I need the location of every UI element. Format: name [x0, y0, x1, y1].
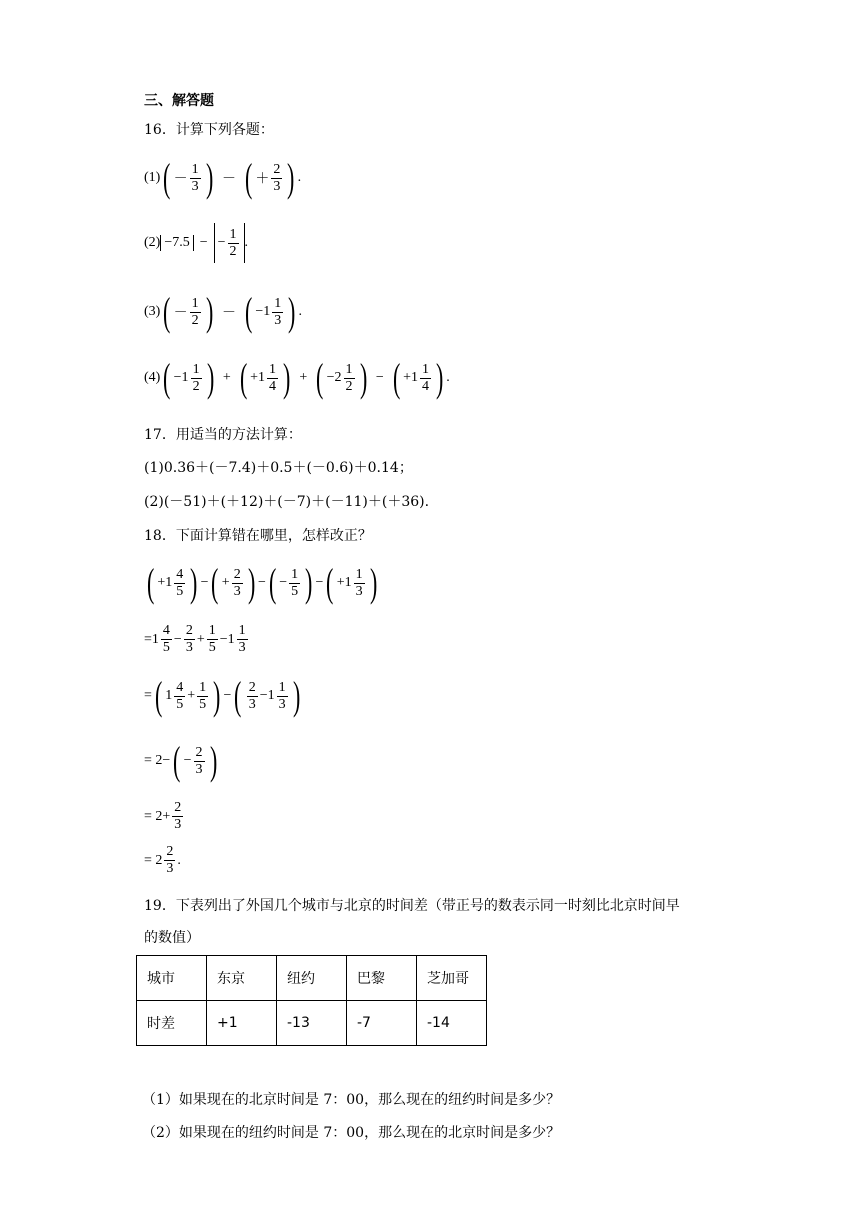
q17-part1: (1)0.36＋(－7.4)＋0.5＋(－0.6)＋0.14； [144, 460, 413, 476]
table-cell: 纽约 [277, 956, 347, 1001]
q17-part2: (2)(－51)＋(＋12)＋(－7)＋(－11)＋(＋36). [144, 494, 430, 510]
table-cell: 时差 [137, 1001, 207, 1046]
q18-step-3: = ( 1 $\frac{4}{5}$ + $\frac{1}{5}$ ) − ( $\frac{2}{3}$ −1 $\frac{1}{3}$ ) [144, 673, 300, 718]
table-header-row [137, 956, 487, 1001]
q17-stem: 17．用适当的方法计算： [144, 427, 302, 443]
table-cell: +1 [207, 1001, 277, 1046]
q18-step-6: = 2 $\frac{2}{3}$ . [144, 844, 181, 876]
table-cell: -7 [347, 1001, 417, 1046]
q19-sub2: （2）如果现在的纽约时间是 7：00，那么现在的北京时间是多少？ [142, 1125, 561, 1141]
table-cell: 东京 [207, 956, 277, 1001]
absolute-value: − $\frac{1}{2}$ [214, 223, 245, 263]
part-label: (2) [144, 235, 161, 250]
q19-stem-line1: 19．下表列出了外国几个城市与北京的时间差（带正号的数表示同一时刻比北京时间早 [144, 898, 680, 914]
q16-part2: (2) −7.5 − − $\frac{1}{2}$ . [144, 223, 248, 263]
q18-stem: 18．下面计算错在哪里，怎样改正？ [144, 528, 372, 544]
q16-part4: (4) ( −1 $\frac{1}{2}$ ) + ( +1 $\frac{1}{4}$ ) + ( −2 $\frac{1}{2}$ ) − ( +1 $\frac{1}{4}$ ) . [144, 355, 450, 400]
table-cell: 芝加哥 [417, 956, 487, 1001]
table-cell: -13 [277, 1001, 347, 1046]
table-cell: 城市 [137, 956, 207, 1001]
time-difference-table [136, 955, 487, 1046]
q18-step-5: = 2+ $\frac{2}{3}$ [144, 800, 182, 832]
q19-stem-line2: 的数值） [144, 930, 200, 946]
q16-part3: (3) ( － $\frac{1}{2}$ ) － ( −1 $\frac{1}{3}$ ) . [144, 289, 303, 334]
table-cell: -14 [417, 1001, 487, 1046]
part-label: (3) [144, 304, 161, 319]
q18-step-2: =1 $\frac{4}{5}$ − $\frac{2}{3}$ + $\frac{1}{5}$ −1 $\frac{1}{3}$ [144, 623, 246, 655]
q18-step-1: ( +1 $\frac{4}{5}$ ) − ( + $\frac{2}{3}$ ) − ( − $\frac{1}{5}$ ) − ( +1 $\frac{1}{3}$ ) [146, 560, 377, 605]
section-title: 三、解答题 [144, 93, 214, 109]
table-row [137, 1001, 487, 1046]
part-label: (4) [144, 370, 161, 385]
q18-step-4: = 2− ( − $\frac{2}{3}$ ) [144, 738, 217, 783]
absolute-value: −7.5 [160, 235, 193, 251]
table-cell: 巴黎 [347, 956, 417, 1001]
part-label: (1) [144, 170, 161, 185]
q19-sub1: （1）如果现在的北京时间是 7：00，那么现在的纽约时间是多少？ [142, 1092, 561, 1108]
q16-part1: (1) ( － $\frac{1}{3}$ ) － ( ＋ $\frac{2}{3}$ ) . [144, 155, 302, 200]
q16-stem: 16．计算下列各题： [144, 122, 274, 138]
